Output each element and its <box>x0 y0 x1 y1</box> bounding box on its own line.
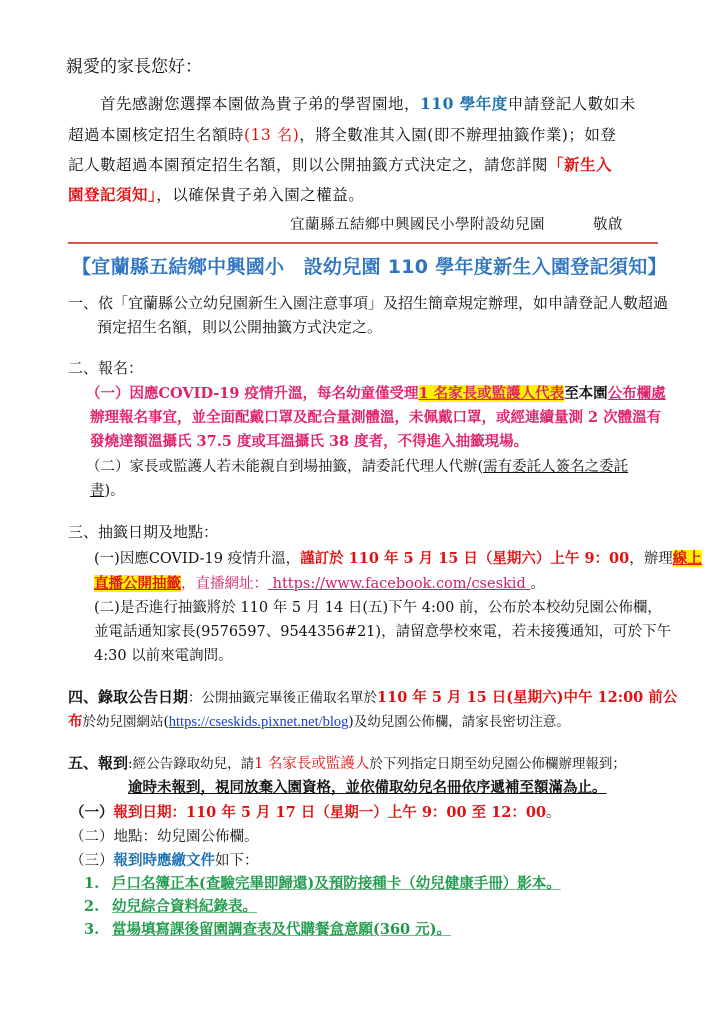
signoff: 敬啟 <box>593 217 623 233</box>
section-2-heading: 二、報名： <box>68 359 144 377</box>
signature: 宜蘭縣五結鄉中興國民小學附設幼兒園 敬啟 <box>290 217 623 233</box>
section-3-item-2: (二)是否進行抽籤將於 110 年 5 月 14 日(五)下午 4:00 前，公布於本校幼兒園公佈欄， <box>94 600 662 616</box>
notice-title: 【宜蘭縣五結鄉中興國小 設幼兒園 110 學年度新生入園登記須知】 <box>72 256 667 278</box>
section-2-item-2: （二）家長或監護人若未能親自到場抽籤，請委託代理人代辦(需有委託人簽名之委託 <box>86 459 629 475</box>
letter-line-4: 園登記須知」，以確保貴子弟入園之權益。 <box>68 185 365 204</box>
greeting: 親愛的家長您好： <box>66 57 202 77</box>
quota-count: (13 名) <box>244 126 300 144</box>
late-warning: 逾時未報到，視同放棄入園資格，並依備取幼兒名冊依序遞補至額滿為止。 <box>128 779 607 796</box>
section-1-line-1: 一、依「宜蘭縣公立幼兒園新生入園注意事項」及招生簡章規定辦理，如申請登記人數超過 <box>68 294 669 312</box>
section-5-line-1: 五、報到:經公告錄取幼兒，請1 名家長或監護人於下列指定日期至幼兒園公佈欄辦理報到； <box>68 754 626 772</box>
section-3-heading: 三、抽籤日期及地點： <box>68 523 219 541</box>
doc-item: 3. 當場填寫課後留園調查表及代購餐盒意願(360 元)。 <box>84 921 452 938</box>
letter-line-1: 首先感謝您選擇本園做為貴子弟的學習園地，110 學年度申請登記人數如未 <box>100 94 636 113</box>
letter-line-2: 超過本園核定招生名額時(13 名)，將全數准其入園(即不辦理抽籤作業)；如登 <box>68 126 617 144</box>
section-5-heading: 五、報到 <box>68 754 129 772</box>
divider <box>68 242 658 244</box>
letter-line-3: 記人數超過本園預定招生名額，則以公開抽籤方式決定之，請您詳閱「新生入 <box>68 155 613 174</box>
section-4-line-1: 四、錄取公告日期：公開抽籤完畢後正備取名單於110 年 5 月 15 日(星期六)中午 12:00 前公 <box>68 688 678 706</box>
doc-item: 2. 幼兒綜合資料紀錄表。 <box>84 898 257 915</box>
checkin-datetime: 報到日期：110 年 5 月 17 日（星期一）上午 9：00 至 12：00 <box>113 804 547 821</box>
section-2-item-1: （一）因應COVID-19 疫情升溫，每名幼童僅受理1 名家長或監護人代表至本園公布欄處 <box>86 385 666 402</box>
blog-link[interactable]: https://cseskids.pixnet.net/blog <box>168 714 349 730</box>
section-5-item-3: （三）報到時應繳文件如下： <box>70 852 259 869</box>
section-5-item-2: （二）地點：幼兒園公佈欄。 <box>70 829 259 845</box>
section-5-item-1: （一）報到日期：110 年 5 月 17 日（星期一）上午 9：00 至 12：00。 <box>70 804 561 821</box>
doc-item: 1. 戶口名簿正本(查驗完畢即歸還)及預防接種卡（幼兒健康手冊）影本。 <box>84 875 561 892</box>
section-4-line-2: 布於幼兒園網站(https://cseskids.pixnet.net/blog)及幼兒園公佈欄，請家長密切注意。 <box>68 713 570 730</box>
school-year: 110 學年度 <box>420 94 508 113</box>
section-1-line-2: 預定招生名額，則以公開抽籤方式決定之。 <box>97 318 383 336</box>
section-4-heading: 四、錄取公告日期 <box>68 688 189 706</box>
notice-document: 親愛的家長您好： 首先感謝您選擇本園做為貴子弟的學習園地，110 學年度申請登記人數如未 超過本園核定招生名額時(13 名)，將全數准其入園(即不辦理抽籤作業)；如登 記人數超過本園預定招生名額，則以公開抽籤方式決定之，請您詳閱「新生入 園登記須知」，以確保貴子弟入園之權益。 宜蘭縣五結鄉中興國民小學附設幼兒園 敬啟 【宜蘭縣五結鄉中興國小 設幼兒園 110 學年度新生入園登記須知】 一、依「宜蘭縣公立幼兒園新生入園注意事項」及招生簡章規定辦理，如申請登記人數超過 預定招生名額，則以公開抽籤方式決定之。 二、報名： （一）因應COVID-19 疫情升溫，每名幼童僅受理1 名家長或監護人代表至本園公布欄處 辦理報名事宜，並全面配戴口罩及配合量測體溫，未佩戴口罩，或經連續量測 2 次體溫有 發燒達額溫攝氏 37.5 度或耳溫攝氏 38 度者，不得進入抽籤現場。 （二）家長或監護人若未能親自到場抽籤，請委託代理人代辦(需有委託人簽名之委託 書)。 三、抽籤日期及地點： (一)因應COVID-19 疫情升溫，謹訂於 110 年 5 月 15 日（星期六）上午 9：00，辦理線上 直播公開抽籤，直播網址： https://www.facebook.com/cseskid 。 (二)是否進行抽籤將於 110 年 5 月 14 日(五)下午 4:00 前，公布於本校幼兒園公佈欄， 並電話通知家長(9576597、9544356#21)，請留意學校來電，若未接獲通知，可於下午 4:30 以前來電詢問。 四、錄取公告日期：公開抽籤完畢後正備取名單於110 年 5 月 15 日(星期六)中午 12:00 前公 布於幼兒園網站(https://cseskids.pixnet.net/blog)及幼兒園公佈欄，請家長密切注意。 五、報到:經公告錄取幼兒，請1 名家長或監護人於下列指定日期至幼兒園公佈欄辦理報到； 逾時未報到，視同放棄入園資格，並依備取幼兒名冊依序遞補至額滿為止。 （一）報到日期：110 年 5 月 17 日（星期一）上午 9：00 至 12：00。 （二）地點：幼兒園公佈欄。 （三）報到時應繳文件如下： 1. 戶口名簿正本(查驗完畢即歸還)及預防接種卡（幼兒健康手冊）影本。 2. 幼兒綜合資料紀錄表。 3. 當場填寫課後留園調查表及代購餐盒意願(360 元)。 <box>0 0 724 1024</box>
draw-datetime: 謹訂於 110 年 5 月 15 日（星期六）上午 9：00 <box>300 550 630 567</box>
section-3-item-1: (一)因應COVID-19 疫情升溫，謹訂於 110 年 5 月 15 日（星期六）上午 9：00，辦理線上 <box>94 550 702 567</box>
facebook-live-link[interactable]: https://www.facebook.com/cseskid <box>268 576 531 592</box>
highlight-one-guardian: 1 名家長或監護人代表 <box>418 385 565 402</box>
